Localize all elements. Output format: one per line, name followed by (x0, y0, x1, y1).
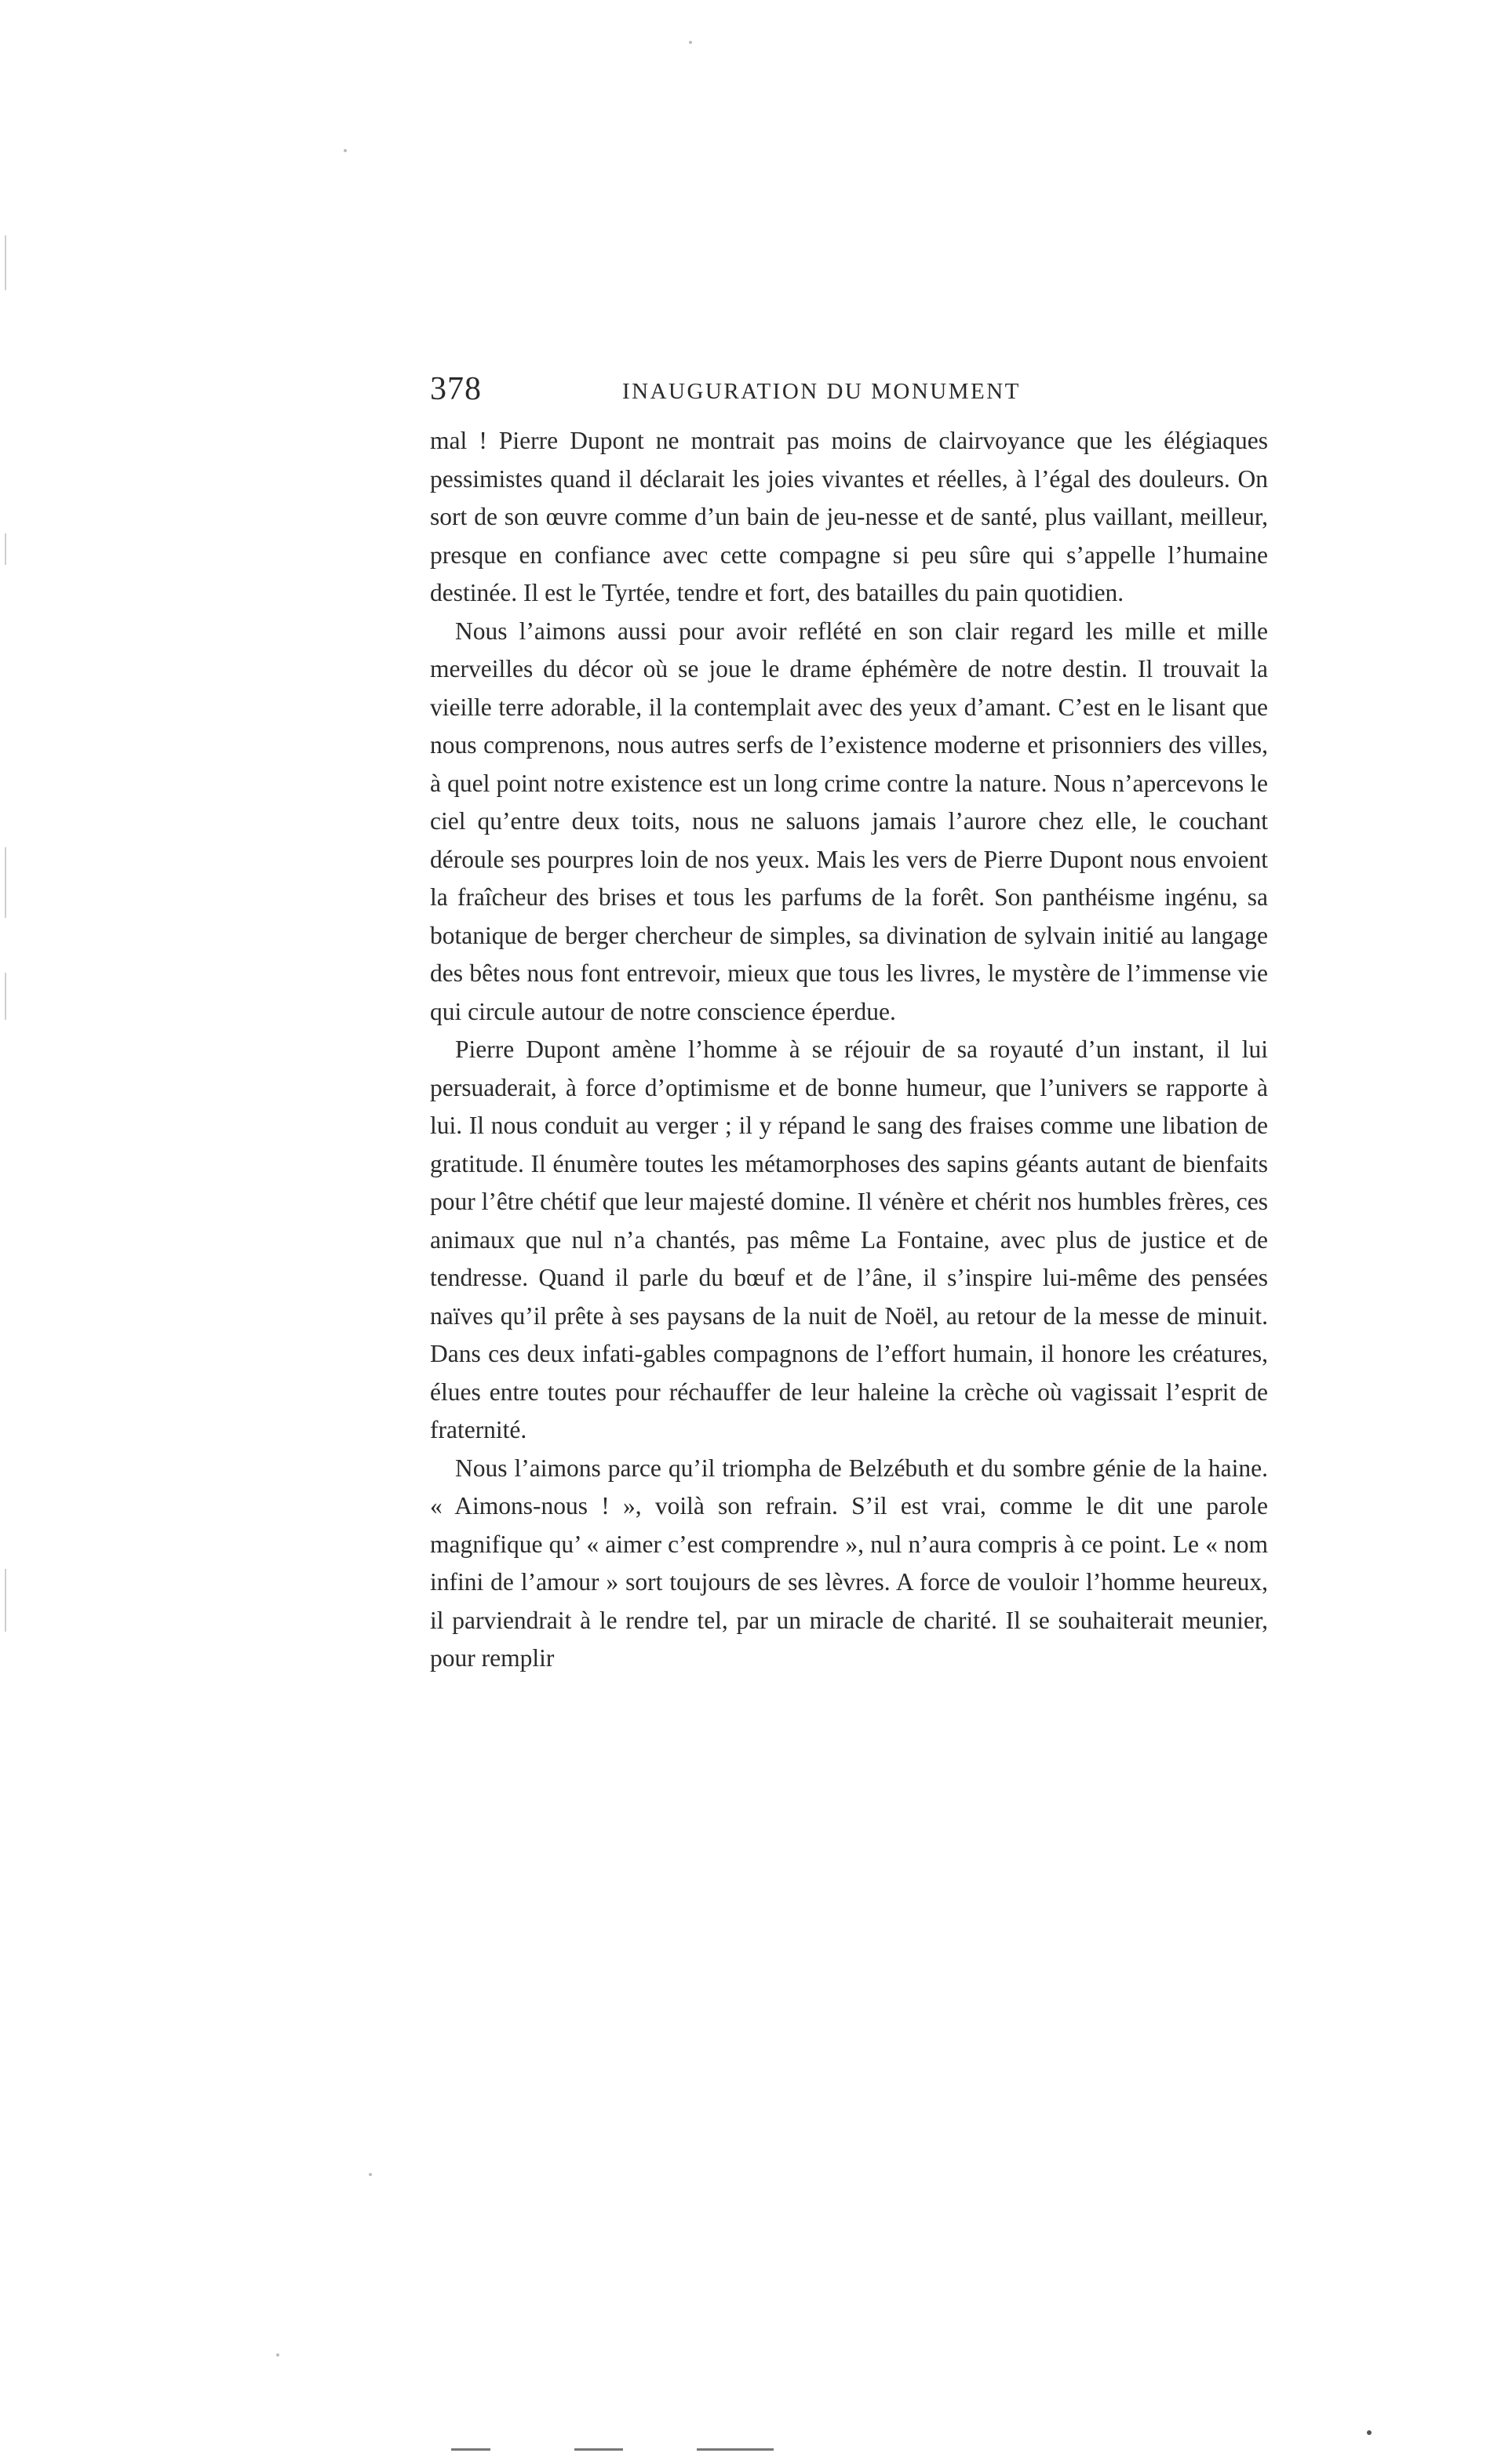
bottom-rule-mark (697, 2448, 774, 2451)
bottom-rule-mark (574, 2448, 623, 2451)
paragraph: Nous l’aimons aussi pour avoir reflété en son clair regard les mille et mille merveilles du décor où se joue le drame éphémère de notre destin. Il trouvait la vieille terre adorable, il la contemplait avec des yeux d’amant. C’est en le lisant que nous comprenons, nous autres serfs de l’existence moderne et prisonniers des villes, à quel point notre existence est un long crime contre la nature. Nous n’apercevons le ciel qu’entre deux toits, nous ne saluons jamais l’aurore chez elle, le couchant déroule ses pourpres loin de nos yeux. Mais les vers de Pierre Dupont nous envoient la fraîcheur des brises et tous les parfums de la forêt. Son panthéisme ingénu, sa botanique de berger chercheur de simples, sa divination de sylvain initié au langage des bêtes nous font entrevoir, mieux que tous les livres, le mystère de l’immense vie qui circule autour de notre conscience éperdue. (430, 617, 1268, 1025)
paragraph: Nous l’aimons parce qu’il triompha de Belzébuth et du sombre génie de la haine. « Aimons-nous ! », voilà son refrain. S’il est vrai, comme le dit une parole magnifique qu’ « aimer c’est comprendre », nul n’aura compris à ce point. Le « nom infini de l’amour » sort toujours de ses lèvres. A force de vouloir l’homme heureux, il parviendrait à le rendre tel, par un miracle de charité. Il se souhaiterait meunier, pour remplir (430, 1454, 1268, 1672)
page-header (430, 366, 1268, 413)
scan-speck (344, 149, 347, 152)
scan-speck (1367, 2430, 1372, 2435)
running-head: INAUGURATION DU MONUMENT (622, 379, 1021, 404)
scan-edge-mark (5, 235, 6, 290)
scan-speck (689, 41, 692, 44)
scan-speck (276, 2353, 279, 2357)
paragraph: Pierre Dupont amène l’homme à se réjouir de sa royauté d’un instant, il lui persuaderait, à force d’optimisme et de bonne humeur, que l’univers se rapporte à lui. Il nous conduit au verger ; il y répand le sang des fraises comme une libation de gratitude. Il énumère toutes les métamorphoses des sapins géants autant de bienfaits pour l’être chétif que leur majesté domine. Il vénère et chérit nos humbles frères, ces animaux que nul n’a chantés, pas même La Fontaine, avec plus de justice et de tendresse. Quand il parle du bœuf et de l’âne, il s’inspire lui-même des pensées naïves qu’il prête à ses paysans de la nuit de Noël, au retour de la messe de minuit. Dans ces deux infati-gables compagnons de l’effort humain, il honore les créatures, élues entre toutes pour réchauffer de leur haleine la crèche où vagissait l’esprit de fraternité. (430, 1035, 1268, 1443)
bottom-rule-mark (451, 2448, 490, 2451)
scan-edge-mark (5, 847, 6, 918)
scan-edge-mark (5, 533, 6, 565)
scan-edge-mark (5, 973, 6, 1020)
scan-edge-mark (5, 1569, 6, 1632)
body-text (430, 422, 1268, 1678)
paragraph: mal ! Pierre Dupont ne montrait pas moins de clairvoyance que les élégiaques pessimistes quand il déclarait les joies vivantes et réelles, à l’égal des douleurs. On sort de son œuvre comme d’un bain de jeu-nesse et de santé, plus vaillant, meilleur, presque en confiance avec cette compagne si peu sûre qui s’appelle l’humaine destinée. Il est le Tyrtée, tendre et fort, des batailles du pain quotidien. (430, 427, 1268, 606)
scan-speck (369, 2173, 372, 2176)
page-number: 378 (430, 371, 482, 407)
